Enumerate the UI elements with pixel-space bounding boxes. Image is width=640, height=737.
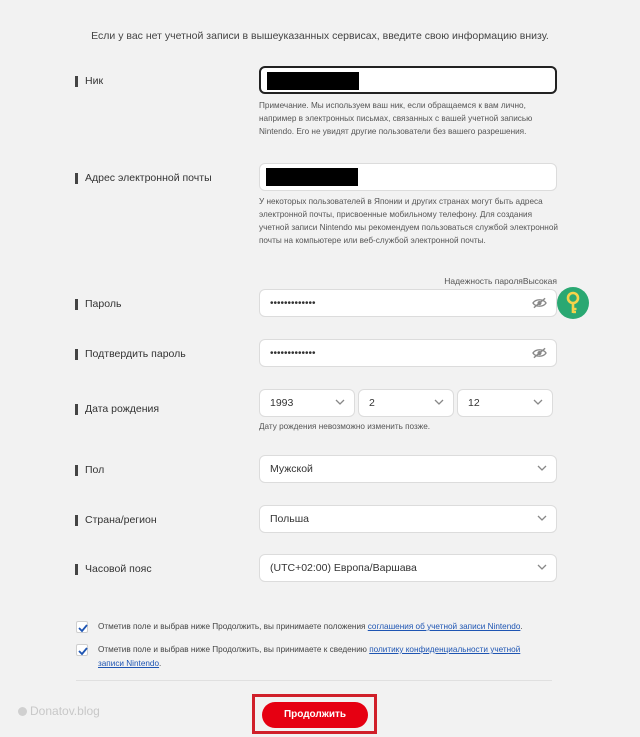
birth-year-value: 1993 <box>270 397 294 409</box>
gender-value: Мужской <box>270 463 313 475</box>
terms-text: Отметив поле и выбрав ниже Продолжить, вы принимаете положения <box>98 622 368 631</box>
chevron-down-icon <box>537 464 547 472</box>
gender-select[interactable] <box>259 455 557 483</box>
chevron-down-icon <box>537 563 547 571</box>
chevron-down-icon <box>533 398 543 406</box>
nickname-input[interactable] <box>259 66 557 94</box>
chevron-down-icon <box>335 398 345 406</box>
confirm-password-input[interactable] <box>259 339 557 367</box>
birth-month-select[interactable] <box>358 389 454 417</box>
country-value: Польша <box>270 513 310 525</box>
eye-slash-icon[interactable] <box>532 347 547 359</box>
continue-button[interactable]: Продолжить <box>262 702 368 728</box>
privacy-text: Отметив поле и выбрав ниже Продолжить, вы принимаете к сведению <box>98 645 370 654</box>
watermark-dot-icon <box>18 707 27 716</box>
confirm-password-value: ••••••••••••• <box>270 348 316 359</box>
password-strength-label: Надежность пароля <box>444 276 523 286</box>
key-icon[interactable] <box>557 287 589 319</box>
email-input[interactable] <box>259 163 557 191</box>
birth-day-select[interactable] <box>457 389 553 417</box>
nickname-note: Примечание. Мы используем ваш ник, если обращаемся к вам лично, например в электронных письмах, связанных с вашей учетной записью Nintendo. Его не увидят другие пользователи без вашего разрешения. <box>259 101 533 136</box>
password-strength-value: Высокая <box>522 276 557 286</box>
chevron-down-icon <box>537 514 547 522</box>
eye-slash-icon[interactable] <box>532 297 547 309</box>
check-icon <box>77 622 89 634</box>
privacy-checkbox[interactable] <box>76 644 88 656</box>
terms-link[interactable]: соглашения об учетной записи Nintendo <box>367 622 521 631</box>
nickname-label: Ник <box>75 75 103 87</box>
privacy-end: . <box>159 659 162 668</box>
chevron-down-icon <box>434 398 444 406</box>
redacted-block <box>266 168 358 186</box>
timezone-label: Часовой пояс <box>75 563 152 575</box>
watermark <box>18 704 100 718</box>
timezone-select[interactable] <box>259 554 557 582</box>
country-label: Страна/регион <box>75 514 157 526</box>
gender-label: Пол <box>75 464 104 476</box>
terms-checkbox[interactable] <box>76 621 88 633</box>
password-strength <box>259 276 557 286</box>
intro-text: Если у вас нет учетной записи в вышеуказанных сервисах, введите свою информацию внизу. <box>91 30 549 42</box>
email-note: У некоторых пользователей в Японии и других странах могут быть адреса электронной почты, присвоенные мобильному телефону. Для создания учетной записи Nintendo мы рекомендуем пользоваться службой электронной почты на компьютере или веб-службой электронной почты. <box>259 197 558 245</box>
country-select[interactable] <box>259 505 557 533</box>
divider <box>76 680 552 681</box>
birth-month-value: 2 <box>369 397 375 409</box>
password-label: Пароль <box>75 298 121 310</box>
privacy-link[interactable]: политику конфиденциальности учетной записи Nintendo <box>98 645 521 668</box>
email-label: Адрес электронной почты <box>75 172 212 184</box>
redacted-block <box>267 72 359 90</box>
confirm-password-label: Подтвердить пароль <box>75 348 186 360</box>
terms-end: . <box>520 622 523 631</box>
timezone-value: (UTC+02:00) Европа/Варшава <box>270 562 417 574</box>
birth-year-select[interactable] <box>259 389 355 417</box>
watermark-text: Donatov.blog <box>30 704 100 718</box>
birth-day-value: 12 <box>468 397 480 409</box>
birthdate-note: Дату рождения невозможно изменить позже. <box>259 422 431 431</box>
check-icon <box>77 645 89 657</box>
password-input[interactable] <box>259 289 557 317</box>
birthdate-label: Дата рождения <box>75 403 159 415</box>
password-value: ••••••••••••• <box>270 298 316 309</box>
